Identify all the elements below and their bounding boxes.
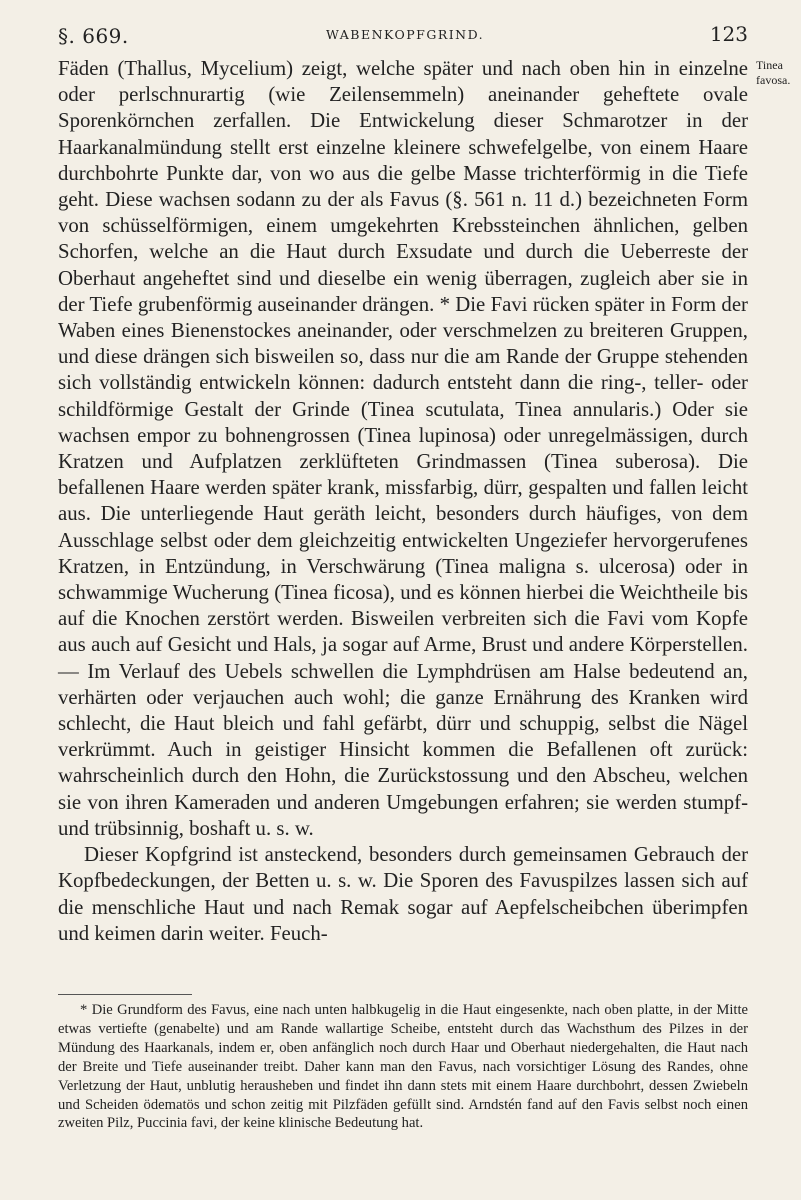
footnote-text: * Die Grundform des Favus, eine nach unten halbkugelig in die Haut eingesenkte, nach oben platte, in der Mitte etwas vertiefte (genabelte) und am Rande wallartige Scheibe, entsteht durch das Wachsthum des Pilzes in der Mündung des Haarkanals, indem er, oben anfänglich noch durch Haar und Oberhaut niedergehalten, die Haut nach der Breite und Tiefe auseinander treibt. Daher kann man den Favus, nach vorsichtiger Lösung des Randes, ohne Verletzung der Haut, unblutig herausheben und findet ihn dann stets mit einem Haare durchbohrt, dessen Zwiebeln und Scheiden ödematös und schon zeitig mit Pilzfäden gefüllt sind. Arndstén fand auf den Favis selbst noch einen zweiten Pilz, Puccinia favi, der keine klinische Bedeutung hat. [58,1002,748,1132]
running-title: WABENKOPFGRIND. [326,27,485,42]
page-number: 123 [709,22,748,46]
footnote-divider [58,994,192,995]
page-header [58,18,748,48]
section-number: §. 669. [58,24,129,48]
margin-note: Tinea favosa. [756,58,791,87]
main-text [58,56,748,947]
paragraph: Fäden (Thallus, Mycelium) zeigt, welche später und nach oben hin in einzelne oder perlschnurartig (wie Zeilensemmeln) aneinander geheftete ovale Sporenkörnchen zerfallen. Die Entwickelung dieser Schmarotzer in der Haarkanalmündung stellt erst einzelne kleinere schwefelgelbe, von einem Haare durchbohrte Punkte dar, von wo aus die gelbe Masse trichterförmig in die Tiefe geht. Diese wachsen sodann zu der als Favus (§. 561 n. 11 d.) bezeichneten Form von schüsselförmigen, einem umgekehrten Krebssteinchen ähnlichen, gelben Schorfen, welche an die Haut durch Exsudate und durch die Ueberreste der Oberhaut angeheftet sind und dieselbe ein wenig überragen, zugleich aber sie in der Tiefe grubenförmig auseinander drängen. * Die Favi rücken später in Form der Waben eines Bienenstockes aneinander, oder verschmelzen zu breiteren Gruppen, und diese drängen sich bisweilen so, dass nur die am Rande der Gruppe stehenden sich vollständig entwickeln können: dadurch entsteht dann die ring-, teller- oder schildförmige Gestalt der Grinde (Tinea scutulata, Tinea annularis.) Oder sie wachsen empor zu bohnengrossen (Tinea lupinosa) oder unregelmässigen, durch Kratzen und Aufplatzen zerklüfteten Grindmassen (Tinea suberosa). Die befallenen Haare werden später krank, missfarbig, dürr, gespalten und fallen leicht aus. Die unterliegende Haut geräth leicht, besonders durch häufiges, von dem Ausschlage selbst oder dem gleichzeitig entwickelten Ungeziefer hervorgerufenes Kratzen, in Entzündung, in Verschwärung (Tinea maligna s. ulcerosa) oder in schwammige Wucherung (Tinea ficosa), und es können hierbei die Weichtheile bis auf die Knochen zerstört werden. Bisweilen verbreiten sich die Favi vom Kopfe aus auch auf Gesicht und Hals, ja sogar auf Arme, Brust und andere Körperstellen. — Im Verlauf des Uebels schwellen die Lymphdrüsen am Halse bedeutend an, verhärten oder verjauchen auch wohl; die ganze Ernährung des Kranken wird schlecht, die Haut bleich und fahl gefärbt, dürr und schuppig, selbst die Nägel verkrümmt. Auch in geistiger Hinsicht kommen die Befallenen oft zurück: wahrscheinlich durch den Hohn, die Zurückstossung und den Abscheu, welchen sie von ihren Kameraden und anderen Umgebungen erfahren; sie werden stumpf- und trübsinnig, boshaft u. s. w. [58,57,748,840]
footnote [58,1001,748,1133]
paragraph: Dieser Kopfgrind ist ansteckend, besonders durch gemeinsamen Gebrauch der Kopfbedeckungen, der Betten u. s. w. Die Sporen des Favuspilzes lassen sich auf die menschliche Haut und nach Remak sogar auf Aepfelscheibchen überimpfen und keimen darin weiter. Feuch- [58,843,748,945]
